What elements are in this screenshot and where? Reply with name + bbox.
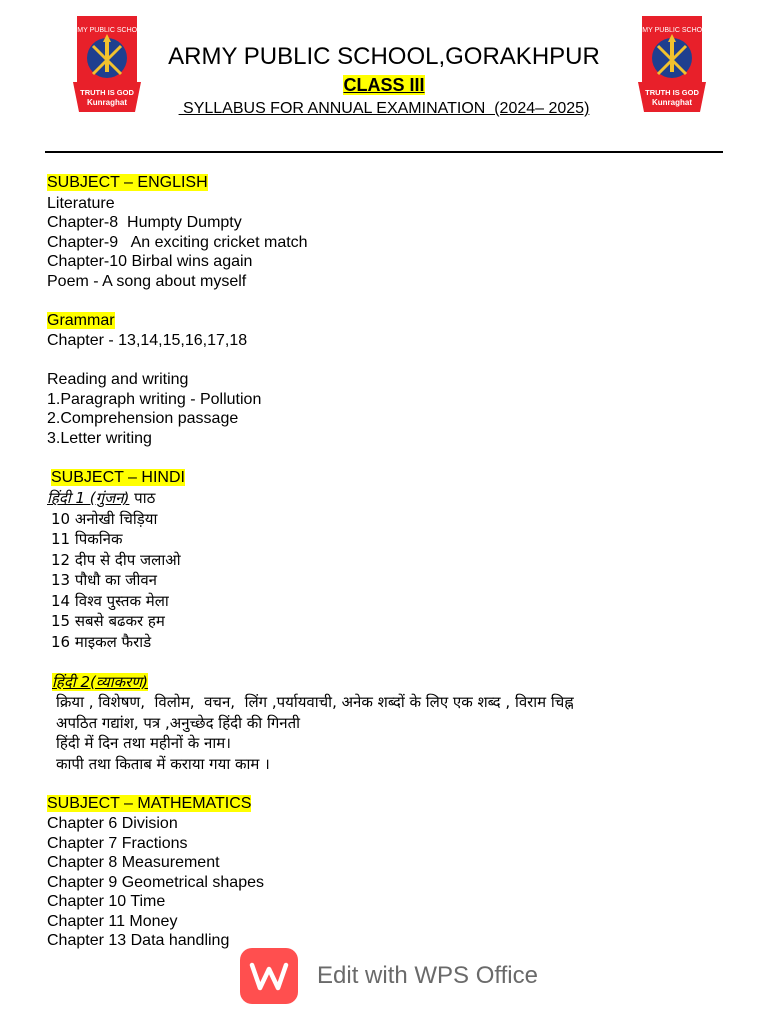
hindi-heading: SUBJECT – HINDI [51,468,185,486]
wps-edit-label: Edit with WPS Office [317,962,538,989]
syllabus-content [47,173,747,951]
maths-line: Chapter 13 Data handling [47,932,230,949]
reading-line: 1.Paragraph writing - Pollution [47,390,262,408]
school-logo-right [632,12,712,112]
hindi-book2-label: हिंदी 2(व्याकरण) [52,672,148,691]
hindi-book1-suffix: पाठ [134,489,156,507]
hindi-grammar-line: अपठित गद्यांश, पत्र ,अनुच्छेद हिंदी की गिनती [56,713,301,732]
svg-text:ARMY PUBLIC SCHOOL: ARMY PUBLIC SCHOOL [632,27,712,34]
syllabus-title: SYLLABUS FOR ANNUAL EXAMINATION (2024– 2025) [178,100,590,117]
hindi-grammar-line: क्रिया , विशेषण, विलोम, वचन, लिंग ,पर्यायवाची, अनेक शब्दों के लिए एक शब्द , विराम चिह्न [56,693,574,711]
english-line: Literature [47,194,115,212]
svg-text:ARMY PUBLIC SCHOOL: ARMY PUBLIC SCHOOL [67,27,147,34]
hindi-grammar-line: हिंदी में दिन तथा महीनों के नाम। [56,734,231,752]
hindi-book1-label: हिंदी 1 (गुंजन) [47,489,130,507]
svg-text:TRUTH IS GOD: TRUTH IS GOD [80,88,134,97]
english-line: Chapter-8 Humpty Dumpty [47,214,242,231]
document-header [140,42,628,120]
maths-line: Chapter 11 Money [47,912,178,930]
header-divider [45,151,723,153]
hindi-grammar-line: कापी तथा किताब में कराया गया काम । [56,754,270,773]
hindi-lesson: 16 माइकल फैराडे [51,632,152,651]
school-logo-left [67,12,147,112]
reading-line: 2.Comprehension passage [47,410,239,427]
wps-logo-icon [240,948,298,1004]
maths-line: Chapter 10 Time [47,893,166,910]
svg-text:TRUTH IS GOD: TRUTH IS GOD [645,88,699,97]
school-name: ARMY PUBLIC SCHOOL,GORAKHPUR [168,43,600,70]
maths-line: Chapter 9 Geometrical shapes [47,873,264,891]
reading-line: Reading and writing [47,371,189,388]
hindi-lesson: 15 सबसे बढकर हम [51,612,165,630]
hindi-lesson: 13 पौधौ का जीवन [51,571,157,589]
english-line: Poem - A song about myself [47,272,247,290]
hindi-lesson: 14 विश्व पुस्तक मेला [51,591,169,610]
maths-heading: SUBJECT – MATHEMATICS [47,794,252,812]
english-line: Chapter-9 An exciting cricket match [47,233,308,251]
svg-text:Kunraghat: Kunraghat [87,98,127,107]
class-title: CLASS III [343,75,425,95]
svg-text:Kunraghat: Kunraghat [652,98,692,107]
hindi-lesson: 12 दीप से दीप जलाओ [51,550,181,569]
maths-line: Chapter 7 Fractions [47,834,188,852]
grammar-line: Chapter - 13,14,15,16,17,18 [47,332,248,349]
english-line: Chapter-10 Birbal wins again [47,253,253,270]
reading-line: 3.Letter writing [47,429,152,447]
grammar-heading: Grammar [47,311,115,329]
wps-watermark[interactable] [240,948,570,1006]
maths-line: Chapter 6 Division [47,815,178,832]
english-heading: SUBJECT – ENGLISH [47,174,208,191]
maths-line: Chapter 8 Measurement [47,854,220,871]
hindi-lesson: 11 पिकनिक [51,530,123,548]
hindi-lesson: 10 अनोखी चिड़िया [51,509,158,528]
